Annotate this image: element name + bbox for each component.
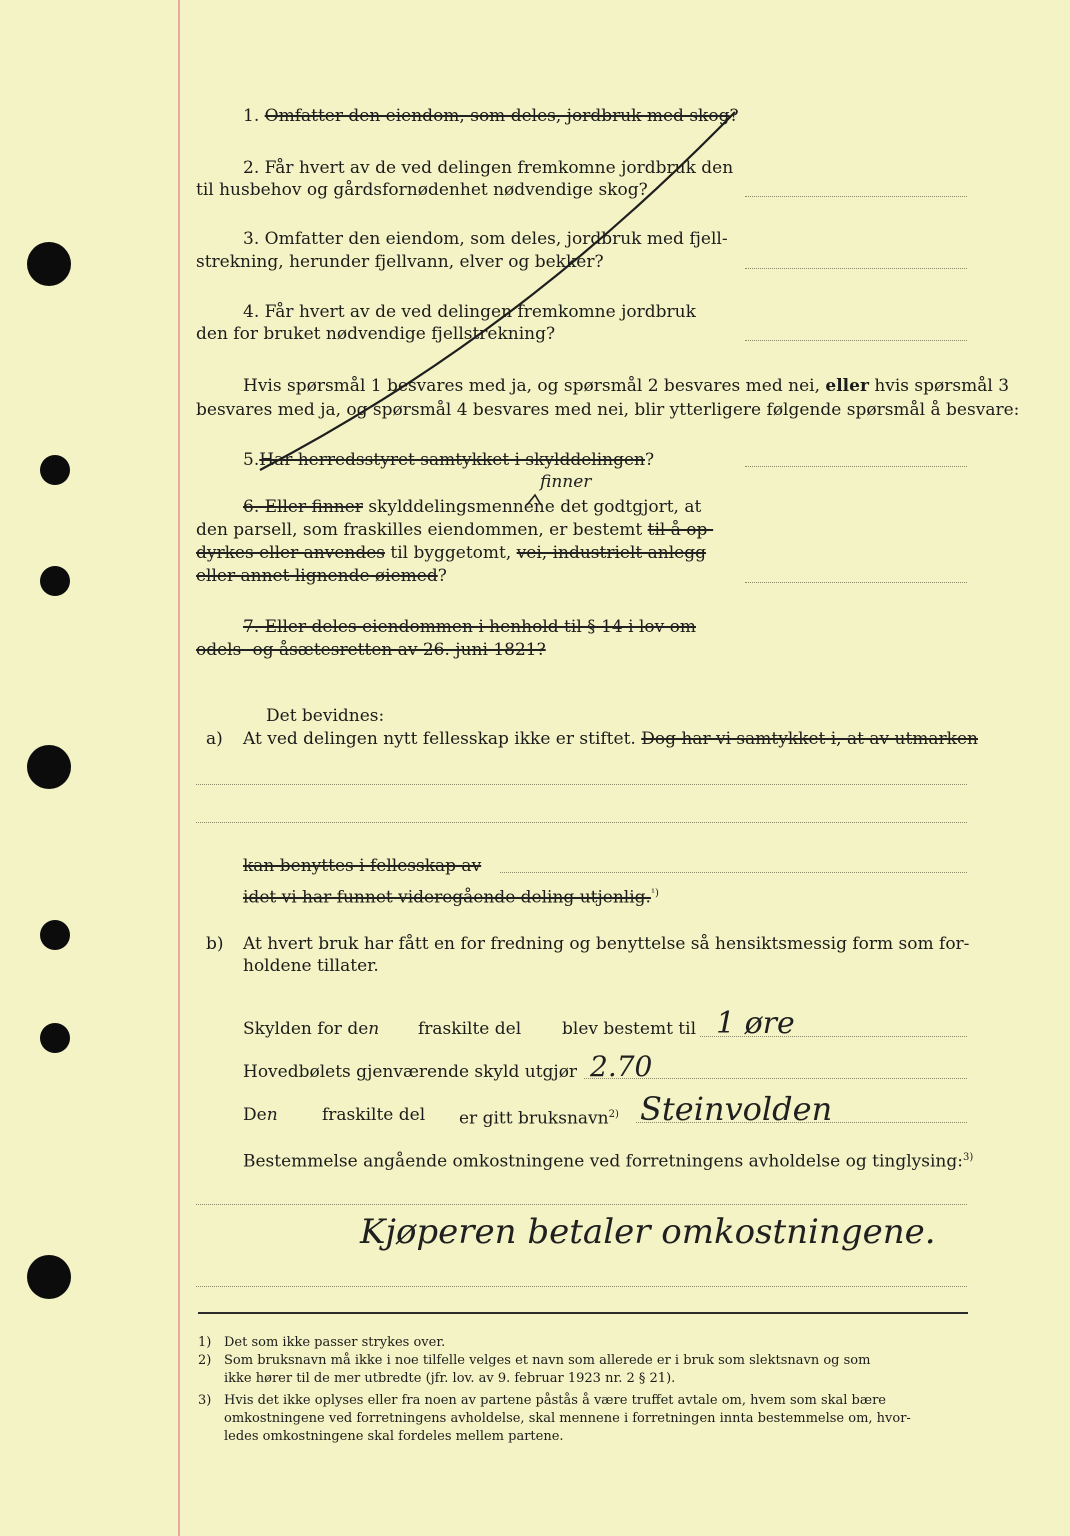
footnote-1-mark: 1) [198, 1335, 212, 1350]
footnote-3-line-2: omkostningene ved forretningens avholdelse, skal mennene i forretningen innta bestemmelse om, hvor- [224, 1411, 911, 1426]
item-b-label: b) [206, 934, 224, 954]
item-b-line-2: holdene tillater. [243, 956, 379, 976]
item-a-line-1: At ved delingen nytt fellesskap ikke er stiftet. Dog har vi samtykket i, at av utmarken [243, 729, 978, 749]
handwritten-n: n [368, 1019, 380, 1039]
footnote-2-mark: 2) [198, 1353, 212, 1368]
footnote-2-line-2: ikke hører til de mer utbredte (jfr. lov. av 9. februar 1923 nr. 2 § 21). [224, 1371, 676, 1386]
bruksnavn-label-b: fraskilte del [322, 1105, 426, 1125]
footnote-3-mark: 3) [198, 1393, 212, 1408]
question-6-line-1: 6. Eller finner skylddelingsmennene det godtgjort, at [243, 497, 702, 517]
footnote-3-line-3: ledes omkostningene skal fordeles mellem partene. [224, 1429, 564, 1444]
handwritten-n: n [266, 1105, 278, 1125]
question-7-line-1: 7. Eller deles eiendommen i henhold til § 14 i lov om [243, 617, 696, 637]
footnote-1-line-1: Det som ikke passer strykes over. [224, 1335, 446, 1350]
question-3-line-1: 3. Omfatter den eiendom, som deles, jordbruk med fjell- [243, 229, 728, 249]
bevidnes-title: Det bevidnes: [266, 706, 385, 726]
item-b-line-1: At hvert bruk har fått en for fredning og benyttelse så hensiktsmessig form som for- [243, 934, 970, 954]
bruksnavn-label-c: er gitt bruksnavn$^{2)}$ [459, 1108, 619, 1129]
conditional-line-2: besvares med ja, og spørsmål 4 besvares med nei, blir ytterligere følgende spørsmål å besvare: [196, 400, 1020, 420]
diagonal-strike-line [260, 112, 735, 470]
question-4-line-1: 4. Får hvert av de ved delingen fremkomne jordbruk [243, 302, 696, 322]
question-3-line-2: strekning, herunder fjellvann, elver og bekker? [196, 252, 604, 272]
question-7-line-2: odels- og åsætesretten av 26. juni 1821? [196, 640, 546, 660]
item-a-line-2: kan benyttes i fellesskap av [243, 856, 482, 876]
question-5: 5.Har herredsstyret samtykket i skylddelingen? [243, 450, 655, 470]
hovedbol-value: 2.70 [590, 1050, 653, 1083]
conditional-line-1: Hvis spørsmål 1 besvares med ja, og spørsmål 2 besvares med nei, eller hvis spørsmål 3 [243, 376, 1010, 396]
question-2-line-2: til husbehov og gårdsfornødenhet nødvendige skog? [196, 180, 648, 200]
skylden-label: Skylden for den [243, 1019, 380, 1039]
handwritten-finner: finner [540, 472, 592, 492]
question-6-line-2: den parsell, som fraskilles eiendommen, er bestemt til å op- [196, 520, 714, 540]
bestemmelse-value: Kjøperen betaler omkostningene. [360, 1212, 936, 1252]
bestemmelse-label: Bestemmelse angående omkostningene ved forretningens avholdelse og tinglysing:$^{3)}$ [243, 1151, 974, 1172]
question-6-line-3: dyrkes eller anvendes til byggetomt, vei, industrielt anlegg [196, 543, 706, 563]
question-1: 1. Omfatter den eiendom, som deles, jordbruk med skog? [243, 106, 739, 126]
item-a-line-3: idet vi har funnet videregående deling utjenlig.$^{^1)}$ [243, 887, 659, 908]
bruksnavn-value: Steinvolden [640, 1090, 833, 1128]
question-4-line-2: den for bruket nødvendige fjellstrekning? [196, 324, 556, 344]
skylden-label-c: blev bestemt til [562, 1019, 697, 1039]
skylden-value: 1 øre [716, 1006, 795, 1041]
footnote-3-line-1: Hvis det ikke oplyses eller fra noen av partene påstås å være truffet avtale om, hvem som skal bære [224, 1393, 886, 1408]
item-a-label: a) [206, 729, 223, 749]
insert-caret [527, 495, 541, 505]
question-2-line-1: 2. Får hvert av de ved delingen fremkomne jordbruk den [243, 158, 734, 178]
question-6-line-4: eller annet lignende øiemed? [196, 566, 447, 586]
skylden-label-b: fraskilte del [418, 1019, 522, 1039]
bruksnavn-label: Den [243, 1105, 278, 1125]
hovedbol-label: Hovedbølets gjenværende skyld utgjør [243, 1062, 578, 1082]
footnote-2-line-1: Som bruksnavn må ikke i noe tilfelle velges et navn som allerede er i bruk som slektsnavn og som [224, 1353, 871, 1368]
